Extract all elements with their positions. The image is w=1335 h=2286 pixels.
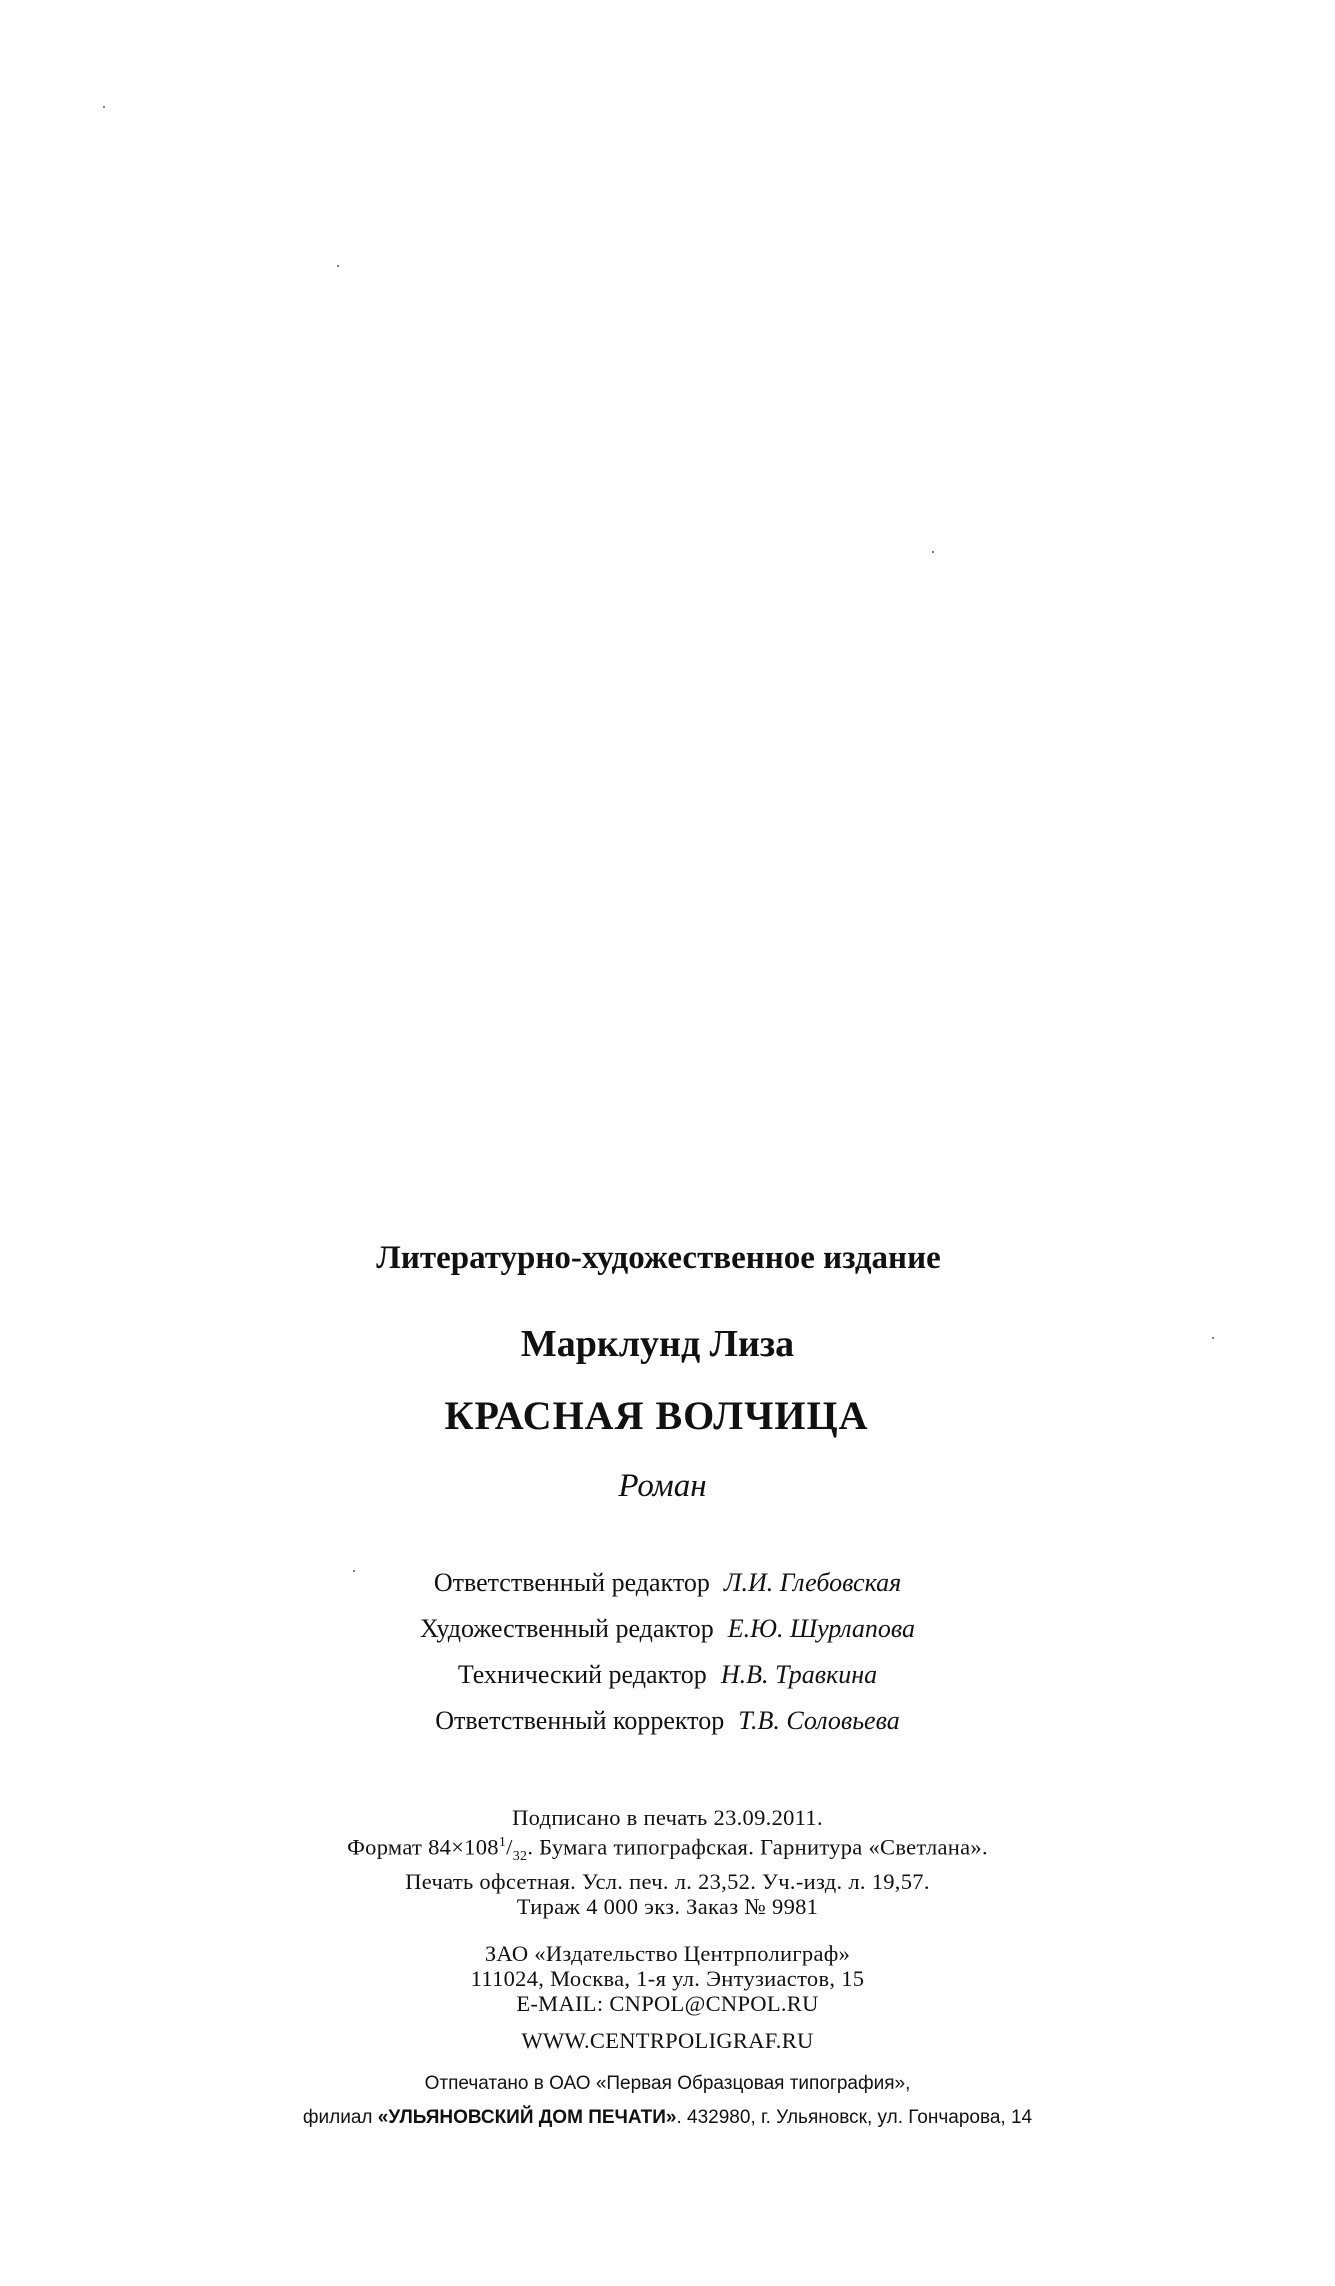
printer-address: . 432980, г. Ульяновск, ул. Гончарова, 14	[676, 2107, 1033, 2128]
staff-row	[0, 1706, 1335, 1752]
publisher-address: 111024, Москва, 1-я ул. Энтузиастов, 15	[470, 1966, 865, 1991]
staff-row	[0, 1568, 1335, 1614]
printer-prefix: филиал	[302, 2107, 378, 2128]
book-title: КРАСНАЯ ВОЛЧИЦА	[444, 1393, 869, 1438]
format-suffix: . Бумага типографская. Гарнитура «Светлана».	[527, 1834, 988, 1860]
imprint-block	[0, 1805, 1335, 2135]
staff-role: Ответственный редактор	[433, 1568, 710, 1597]
staff-name: Л.И. Глебовская	[723, 1568, 902, 1597]
publisher-name: ЗАО «Издательство Центрполиграф»	[484, 1941, 851, 1966]
format-fraction-numerator: 1	[498, 1835, 507, 1850]
staff-name: Е.Ю. Шурлапова	[727, 1614, 916, 1643]
staff-name: Т.В. Соловьева	[738, 1706, 900, 1735]
printer-info	[0, 2067, 1335, 2135]
editorial-staff-list	[0, 1568, 1335, 1752]
format-prefix: Формат 84×108	[347, 1834, 499, 1860]
staff-row	[0, 1660, 1335, 1706]
publisher-email: E-MAIL: CNPOL@CNPOL.RU	[516, 1991, 819, 2016]
scan-speck	[337, 265, 339, 267]
staff-row	[0, 1614, 1335, 1660]
scan-speck	[103, 106, 105, 108]
print-specs: Печать офсетная. Усл. печ. л. 23,52. Уч.-изд. л. 19,57.	[405, 1869, 930, 1894]
publication-genre: Литературно-художественное издание	[376, 1240, 941, 1276]
staff-name: Н.В. Травкина	[720, 1660, 878, 1689]
format-fraction-denominator: 32	[512, 1849, 528, 1864]
signed-date: Подписано в печать 23.09.2011.	[512, 1805, 823, 1830]
printer-line-2	[0, 2101, 1335, 2135]
scan-speck	[932, 551, 934, 553]
printer-line-1: Отпечатано в ОАО «Первая Образцовая типография»,	[424, 2073, 911, 2094]
staff-role: Технический редактор	[457, 1660, 707, 1689]
print-run: Тираж 4 000 экз. Заказ № 9981	[516, 1894, 819, 1919]
book-author: Марклунд Лиза	[520, 1323, 795, 1365]
format-line: Формат $84\times 108^1/_{32}$. Бумага типографская. Гарнитура «Светлана».	[347, 1834, 988, 1864]
book-subtitle: Роман	[618, 1468, 707, 1504]
printer-branch-name: «УЛЬЯНОВСКИЙ ДОМ ПЕЧАТИ»	[377, 2107, 677, 2128]
publisher-website: WWW.CENTRPOLIGRAF.RU	[521, 2028, 814, 2053]
staff-role: Ответственный корректор	[435, 1706, 725, 1735]
staff-role: Художественный редактор	[419, 1614, 714, 1643]
